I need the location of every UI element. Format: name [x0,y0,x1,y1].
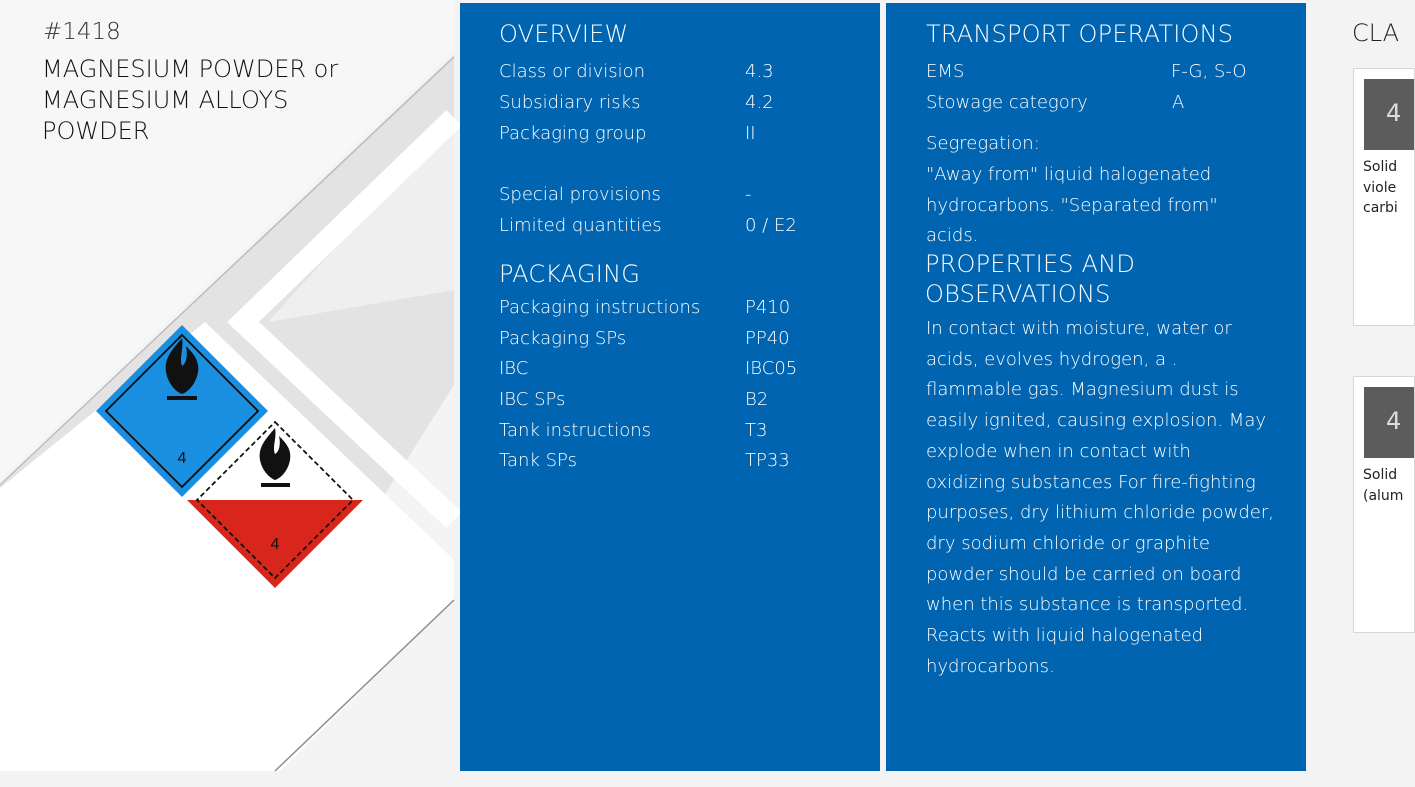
row-label: Packaging group [499,123,647,144]
class-number-label: 4 [270,536,280,553]
packaging-heading: PACKAGING [499,260,641,288]
row-label: IBC SPs [499,389,566,410]
packaging-row-ibc [499,354,859,384]
row-value: PP40 [745,328,790,349]
packaging-row-sps [499,324,859,354]
classification-card[interactable] [1353,376,1415,633]
row-value: IBC05 [745,358,798,379]
transport-panel [886,3,1306,771]
class-description: Solid (alum [1363,467,1404,504]
packaging-row-ibc-sps [499,385,859,415]
transport-row-ems [926,57,1286,87]
row-label: IBC [499,358,529,379]
row-value: 0 / E2 [745,215,797,236]
overview-row-subsidiary [499,88,859,118]
row-label: Packaging instructions [499,297,701,318]
overview-row-limited-quantities [499,211,859,241]
packaging-row-tank-sps [499,446,859,476]
row-value: B2 [745,389,769,410]
row-label: Packaging SPs [499,328,627,349]
overview-panel [460,3,880,771]
row-label: Subsidiary risks [499,92,641,113]
class-number-label: 4 [177,450,187,467]
un-number: #1418 [43,19,121,45]
row-value: TP33 [745,450,790,471]
properties-text: In contact with moisture, water or acids, evolves hydrogen, a . flammable gas. Magnesium dust is easily ignited, causing explosion. May explode when in contact with oxidizing substances For fire-fighting purposes, dry lithium chloride powder, dry sodium chloride or graphite powder should be carried on board when this substance is transported. Reacts with liquid halogenated hydrocarbons. [926,318,1275,677]
row-label: Stowage category [926,92,1088,113]
row-label: Tank instructions [499,420,652,441]
row-value: - [745,184,752,205]
row-value: A [1172,92,1185,113]
class-tile: 4 [1364,387,1414,458]
classification-heading: CLA [1352,19,1400,47]
row-label: Class or division [499,61,646,82]
substance-hero [0,0,454,771]
overview-row-class [499,57,859,87]
properties-heading: PROPERTIES AND OBSERVATIONS [925,250,1136,308]
class-description: Solid viole carbi [1363,159,1398,216]
transport-row-stowage [926,88,1286,118]
row-value: F-G, S-O [1171,61,1247,82]
row-value: P410 [745,297,791,318]
packaging-row-instructions [499,293,859,323]
substance-name: MAGNESIUM POWDER or MAGNESIUM ALLOYS POWDER [42,55,339,145]
segregation-text: "Away from" liquid halogenated hydrocarbons. "Separated from" acids. [926,164,1218,247]
row-label: Special provisions [499,184,661,205]
classification-card[interactable] [1353,68,1415,326]
row-value: 4.2 [745,92,774,113]
row-value: II [745,123,756,144]
row-label: Tank SPs [499,450,577,471]
row-label: EMS [926,61,965,82]
overview-row-special-provisions [499,180,859,210]
overview-heading: OVERVIEW [499,20,629,48]
transport-heading: TRANSPORT OPERATIONS [926,20,1234,48]
row-value: T3 [745,420,768,441]
segregation-label: Segregation: [926,133,1040,154]
class-tile: 4 [1364,79,1414,150]
row-label: Limited quantities [499,215,662,236]
packaging-row-tank-instructions [499,416,859,446]
overview-row-packaging-group [499,119,859,149]
row-value: 4.3 [745,61,774,82]
